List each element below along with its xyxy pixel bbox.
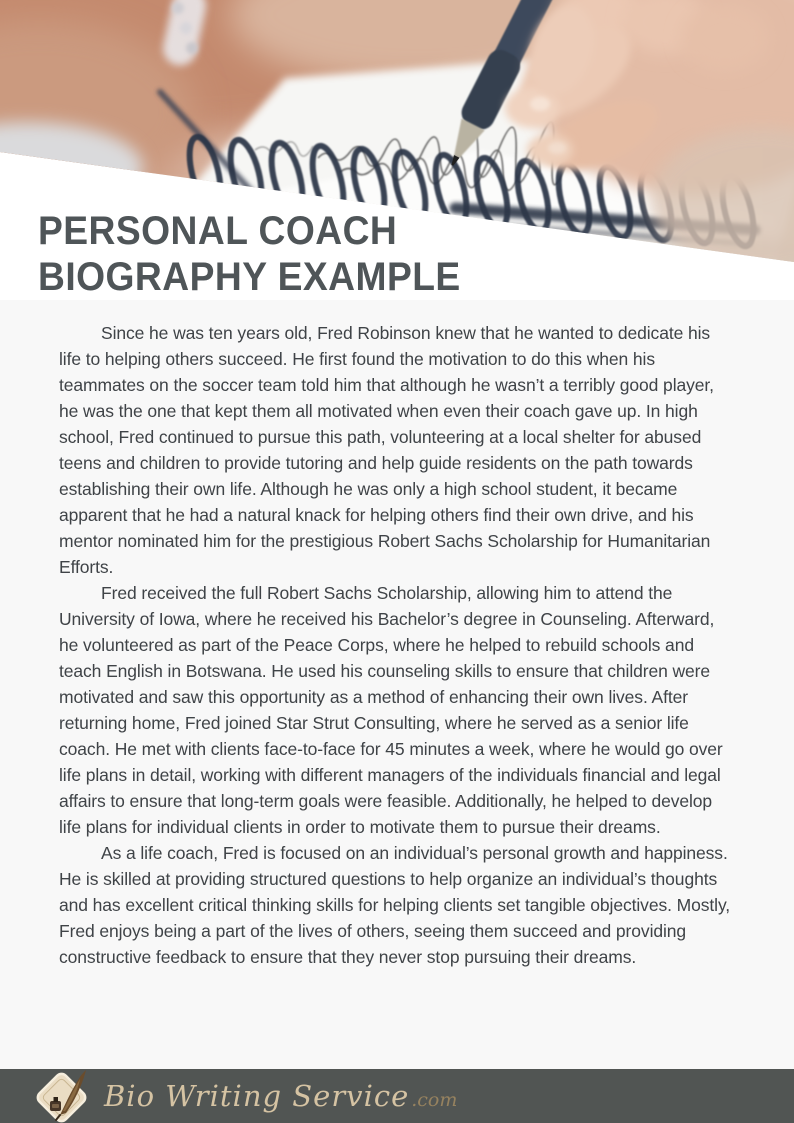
brand-tld-text: .com	[411, 1089, 458, 1111]
page-title-line2: BIOGRAPHY EXAMPLE	[38, 255, 461, 299]
brand-logo-link[interactable]	[34, 1069, 457, 1123]
page-title-line1: PERSONAL COACH	[38, 209, 398, 253]
paragraph-coaching-philosophy: As a life coach, Fred is focused on an individual’s personal growth and happiness. He is skilled at providing structured questions to help organize an individual’s thoughts and has excellent critical thinking skills for helping clients set tangible objectives. Mostly, Fred enjoys being a part of the lives of others, seeing them succeed and providing constructive feedback to ensure that they never stop pursuing their dreams.	[59, 843, 731, 967]
paragraph-education-career: Fred received the full Robert Sachs Scholarship, allowing him to attend the University of Iowa, where he received his Bachelor’s degree in Counseling. Afterward, he volunteered as part of the Peace Corps, where he helped to rebuild schools and teach English in Botswana. He used his counseling skills to ensure that children were motivated and saw this opportunity as a method of enhancing their own lives. After returning home, Fred joined Star Strut Consulting, where he served as a senior life coach. He met with clients face-to-face for 45 minutes a week, where he would go over life plans in detail, working with different managers of the individuals financial and legal affairs to ensure that long-term goals were feasible. Additionally, he helped to develop life plans for individual clients in order to motivate them to pursue their dreams.	[59, 583, 723, 837]
brand-wordmark	[104, 1079, 457, 1113]
biography-article	[59, 300, 735, 970]
quill-and-ink-diamond-icon	[34, 1070, 96, 1123]
paragraph-early-life: Since he was ten years old, Fred Robinson knew that he wanted to dedicate his life to helping others succeed. He first found the motivation to do this when his teammates on the soccer team told him that although he wasn’t a terribly good player, he was the one that kept them all motivated when even their coach gave up. In high school, Fred continued to pursue this path, volunteering at a local shelter for abused teens and children to provide tutoring and help guide residents on the path towards establishing their own life. Although he was only a high school student, it became apparent that he had a natural knack for helping others find their own drive, and his mentor nominated him for the prestigious Robert Sachs Scholarship for Humanitarian Efforts.	[59, 323, 714, 577]
brand-name-text: Bio Writing Service	[104, 1079, 410, 1113]
hero-section	[0, 0, 794, 300]
footer-bar	[0, 1069, 794, 1123]
page-title	[38, 208, 461, 300]
